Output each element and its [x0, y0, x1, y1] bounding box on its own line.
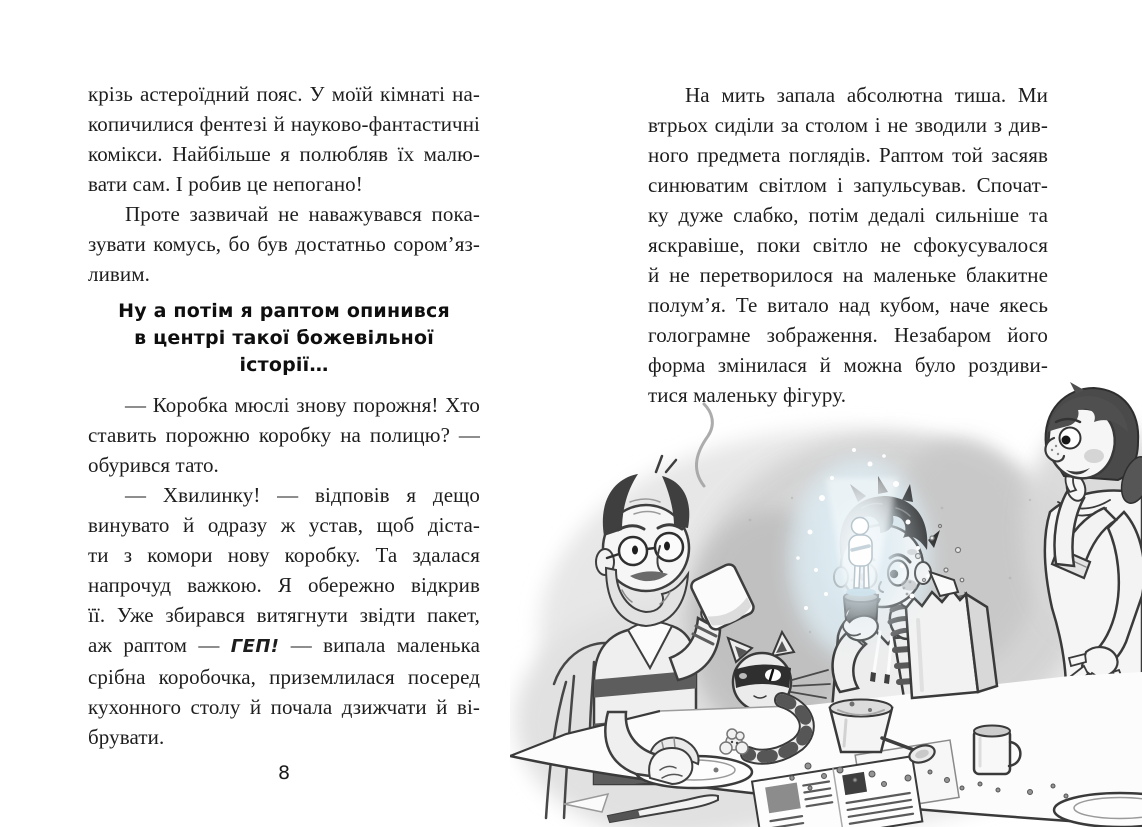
text-line: в центрі такої божевільної історії… [134, 327, 434, 376]
text-line: ти з комори нову коробку. Та здалася [88, 543, 480, 567]
text-line: її. Уже збирався витягнути звідти пакет, [88, 603, 480, 627]
illustration [510, 380, 1142, 827]
text-line: — Коробка мюслі знову порожня! Хто [125, 393, 480, 417]
text-line: форма змінилася й можна було роздиви- [648, 353, 1048, 377]
text-line: голограмне зображення. Незабаром його [648, 323, 1048, 347]
page-number: 8 [277, 762, 291, 784]
text-line: крізь астероїдний пояс. У моїй кімнаті на- [88, 82, 480, 106]
text-line: копичилися фентезі й науково-фантастичні [88, 112, 480, 136]
text-segment: — випала маленька [279, 633, 480, 657]
right-page [648, 80, 1048, 410]
text-line: ку дуже слабко, потім дедалі сильніше та [648, 203, 1048, 227]
text-line: винувато й одразу ж устав, щоб діста- [88, 513, 480, 537]
text-line: напрочуд важкою. Я обережно відкрив [88, 573, 480, 597]
text-line: вати сам. І робив це непогано! [88, 172, 363, 196]
text-line: ставить порожню коробку на полицю? — [88, 423, 480, 447]
text-line: зувати комусь, бо був достатньо сором’яз- [88, 232, 480, 256]
hologram [782, 447, 938, 663]
text-line: обурився тато. [88, 453, 219, 477]
text-line: На мить запала абсолютна тиша. Ми [685, 83, 1048, 107]
text-line: Ну а потім я раптом опинився [118, 300, 450, 322]
chapter-heading [88, 289, 480, 390]
left-page [88, 79, 480, 752]
sound-word: ГЕП! [230, 636, 280, 657]
paragraph [88, 390, 480, 480]
text-line: кухонного столу й почала дзижчати й ві- [88, 695, 480, 719]
text-line: комікси. Найбільше я полюбляв їх малю- [88, 142, 480, 166]
text-line: синюватим світлом і запульсував. Спочат- [648, 173, 1048, 197]
paragraph [88, 199, 480, 289]
text-line: брувати. [88, 725, 165, 749]
text-segment: аж раптом — [88, 633, 231, 657]
text-line: тися маленьку фігуру. [648, 383, 847, 407]
text-line: ливим. [88, 262, 151, 286]
text-line: яскравіше, поки світло не сфокусувалося [648, 233, 1048, 257]
paragraph [88, 79, 480, 199]
text-line [88, 630, 480, 662]
text-line: полум’я. Те витало над кубом, наче якесь [648, 293, 1048, 317]
text-line: — Хвилинку! — відповів я дещо [125, 483, 480, 507]
text-line: ного предмета поглядів. Раптом той засяяв [648, 143, 1048, 167]
paragraph [648, 80, 1048, 410]
text-line: Проте зазвичай не наважувався пока- [125, 202, 480, 226]
text-line: втрьох сиділи за столом і не зводили з див- [648, 113, 1048, 137]
text-line: й не перетворилося на маленьке блакитне [648, 263, 1048, 287]
paragraph [88, 480, 480, 752]
text-line: срібна коробочка, приземлилася посеред [88, 665, 480, 689]
